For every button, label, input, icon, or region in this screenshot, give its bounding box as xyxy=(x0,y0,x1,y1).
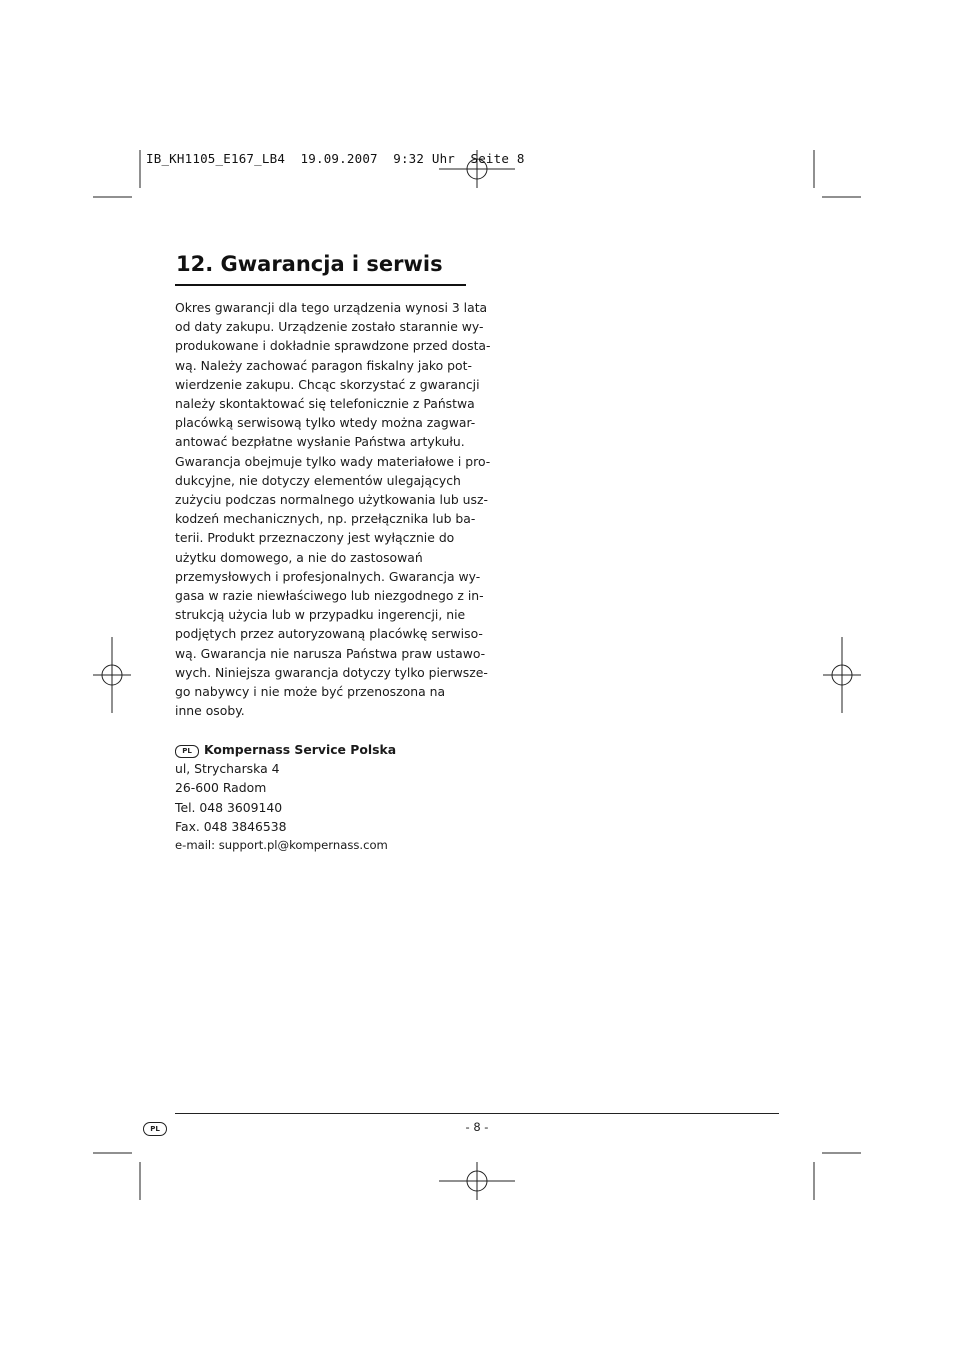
body-line: wą. Gwarancja nie narusza Państwa praw ustawo- xyxy=(175,645,486,661)
body-line: Okres gwarancji dla tego urządzenia wynosi 3 lata xyxy=(175,300,488,315)
service-street: ul, Strycharska 4 xyxy=(175,761,280,777)
body-line: należy skontaktować się telefonicznie z Państwa xyxy=(175,396,475,412)
body-line: strukcją użycia lub w przypadku ingerencji, nie xyxy=(175,607,466,623)
section-title: 12. Gwarancja i serwis xyxy=(176,252,443,276)
body-line: placówką serwisową tylko wtedy można zagwar- xyxy=(175,415,476,431)
body-line: terii. Produkt przeznaczony jest wyłącznie do xyxy=(175,530,455,546)
service-fax: Fax. 048 3846538 xyxy=(175,818,287,834)
warranty-body-text xyxy=(175,298,491,720)
body-line: inne osoby. xyxy=(175,703,245,719)
service-company-line xyxy=(175,740,495,759)
body-line: przemysłowych i profesjonalnych. Gwarancja wy- xyxy=(175,568,481,584)
body-line: gasa w razie niewłaściwego lub niezgodnego z in- xyxy=(175,588,484,604)
body-line: użytku domowego, a nie do zastosowań xyxy=(175,549,423,565)
service-company-name: Kompernass Service Polska xyxy=(204,742,397,757)
body-line: kodzeń mechanicznych, np. przełącznika lub ba- xyxy=(175,511,476,527)
service-email: e-mail: support.pl@kompernass.com xyxy=(175,838,388,853)
body-line: produkowane i dokładnie sprawdzone przed dosta- xyxy=(175,338,491,354)
service-phone: Tel. 048 3609140 xyxy=(175,799,283,815)
body-line: Gwarancja obejmuje tylko wady materiałowe i pro- xyxy=(175,453,491,469)
footer-divider xyxy=(175,1113,779,1114)
body-line: antować bezpłatne wysłanie Państwa artykułu. xyxy=(175,434,465,450)
body-line: go nabywcy i nie może być przenoszona na xyxy=(175,684,446,700)
body-line: zużyciu podczas normalnego użytkowania lub usz- xyxy=(175,492,488,508)
service-contact-block xyxy=(175,740,495,855)
print-slug-line: IB_KH1105_E167_LB4 19.09.2007 9:32 Uhr Seite 8 xyxy=(146,151,525,166)
body-line: wych. Niniejsza gwarancja dotyczy tylko pierwsze- xyxy=(175,664,488,680)
footer-country-badge: PL xyxy=(143,1122,167,1136)
service-city: 26-600 Radom xyxy=(175,780,267,796)
country-badge-pl: PL xyxy=(175,745,199,758)
body-line: dukcyjne, nie dotyczy elementów ulegających xyxy=(175,472,461,488)
body-line: podjętych przez autoryzowaną placówkę serwiso- xyxy=(175,626,483,642)
body-line: od daty zakupu. Urządzenie zostało starannie wy- xyxy=(175,319,484,335)
body-line: wą. Należy zachować paragon fiskalny jako pot- xyxy=(175,357,472,373)
page-number: - 8 - xyxy=(465,1120,489,1134)
title-underline xyxy=(175,284,466,286)
body-line: wierdzenie zakupu. Chcąc skorzystać z gwarancji xyxy=(175,376,480,392)
